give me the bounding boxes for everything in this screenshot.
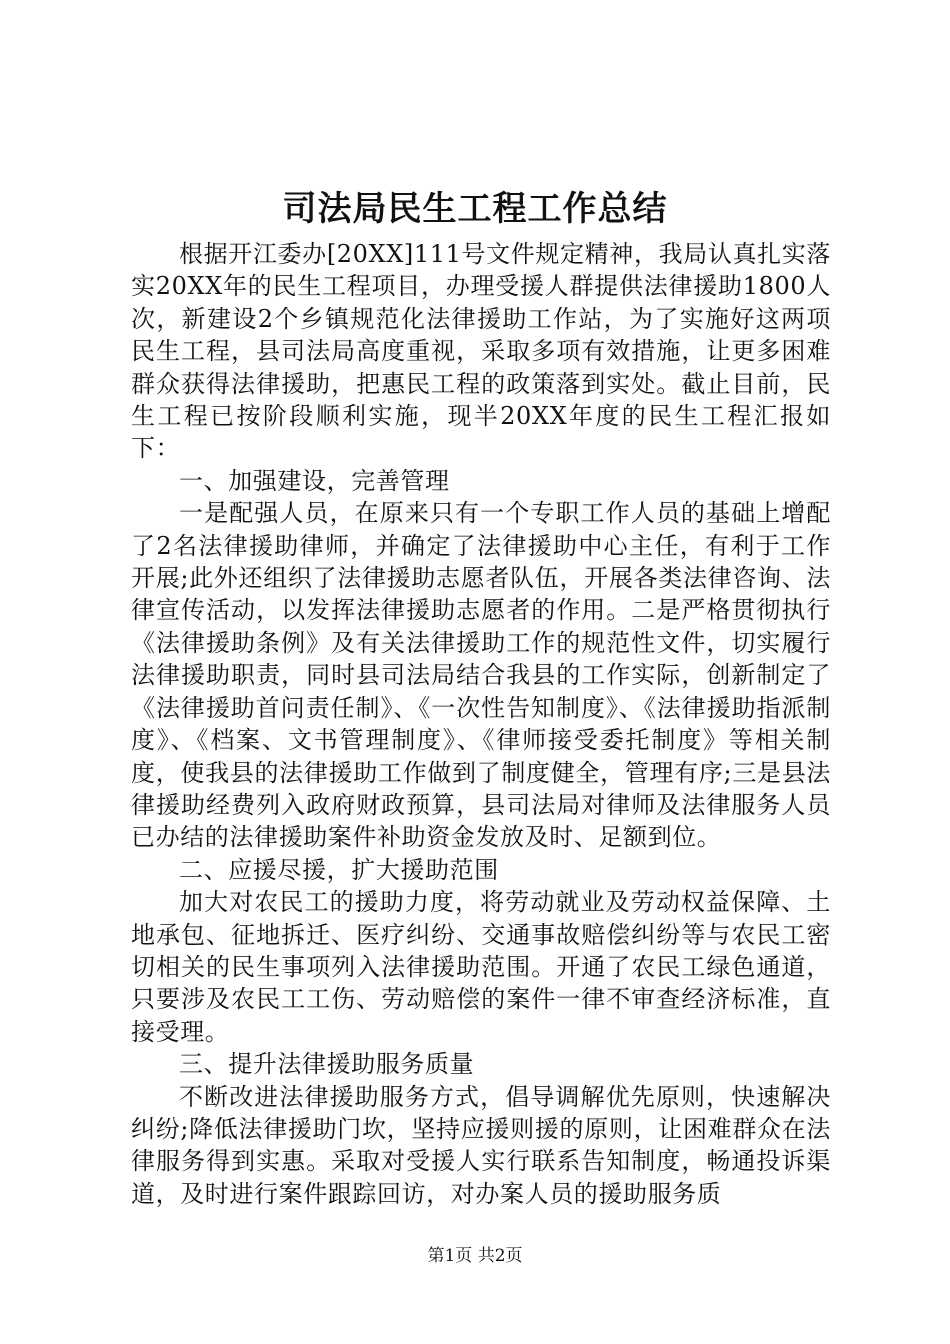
paragraph-section-3: 不断改进法律援助服务方式，倡导调解优先原则，快速解决纠纷;降低法律援助门坎，坚持应援则援的原则，让困难群众在法律服务得到实惠。采取对受援人实行联系告知制度，畅通投诉渠道，及时进行案件跟踪回访，对办案人员的援助服务质 <box>131 1082 831 1208</box>
paragraph-intro: 根据开江委办[20XX]111号文件规定精神，我局认真扎实落实20XX年的民生工程项目，办理受援人群提供法律援助1800人次，新建设2个乡镇规范化法律援助工作站，为了实施好这两项民生工程，县司法局高度重视，采取多项有效措施，让更多困难群众获得法律援助，把惠民工程的政策落到实处。截止目前，民生工程已按阶段顺利实施，现半20XX年度的民生工程汇报如下： <box>131 240 831 463</box>
section-heading-3: 三、提升法律援助服务质量 <box>179 1050 475 1079</box>
paragraph-section-1: 一是配强人员，在原来只有一个专职工作人员的基础上增配了2名法律援助律师，并确定了法律援助中心主任，有利于工作开展;此外还组织了法律援助志愿者队伍，开展各类法律咨询、法律宣传活动，以发挥法律援助志愿者的作用。二是严格贯彻执行《法律援助条例》及有关法律援助工作的规范性文件，切实履行法律援助职责，同时县司法局结合我县的工作实际，创新制定了《法律援助首问责任制》、《一次性告知制度》、《法律援助指派制度》、《档案、文书管理制度》、《律师接受委托制度》等相关制度，使我县的法律援助工作做到了制度健全，管理有序;三是县法律援助经费列入政府财政预算，县司法局对律师及法律服务人员已办结的法律援助案件补助资金发放及时、足额到位。 <box>131 499 831 852</box>
section-heading-2: 二、应援尽援，扩大援助范围 <box>179 855 499 884</box>
page-number-footer: 第1页 共2页 <box>427 1246 523 1266</box>
document-title: 司法局民生工程工作总结 <box>282 189 668 229</box>
section-heading-1: 一、加强建设，完善管理 <box>179 466 450 495</box>
document-body <box>131 238 831 1210</box>
paragraph-section-2: 加大对农民工的援助力度，将劳动就业及劳动权益保障、土地承包、征地拆迁、医疗纠纷、交通事故赔偿纠纷等与农民工密切相关的民生事项列入法律援助范围。开通了农民工绿色通道，只要涉及农民工工伤、劳动赔偿的案件一律不审查经济标准，直接受理。 <box>131 888 831 1046</box>
